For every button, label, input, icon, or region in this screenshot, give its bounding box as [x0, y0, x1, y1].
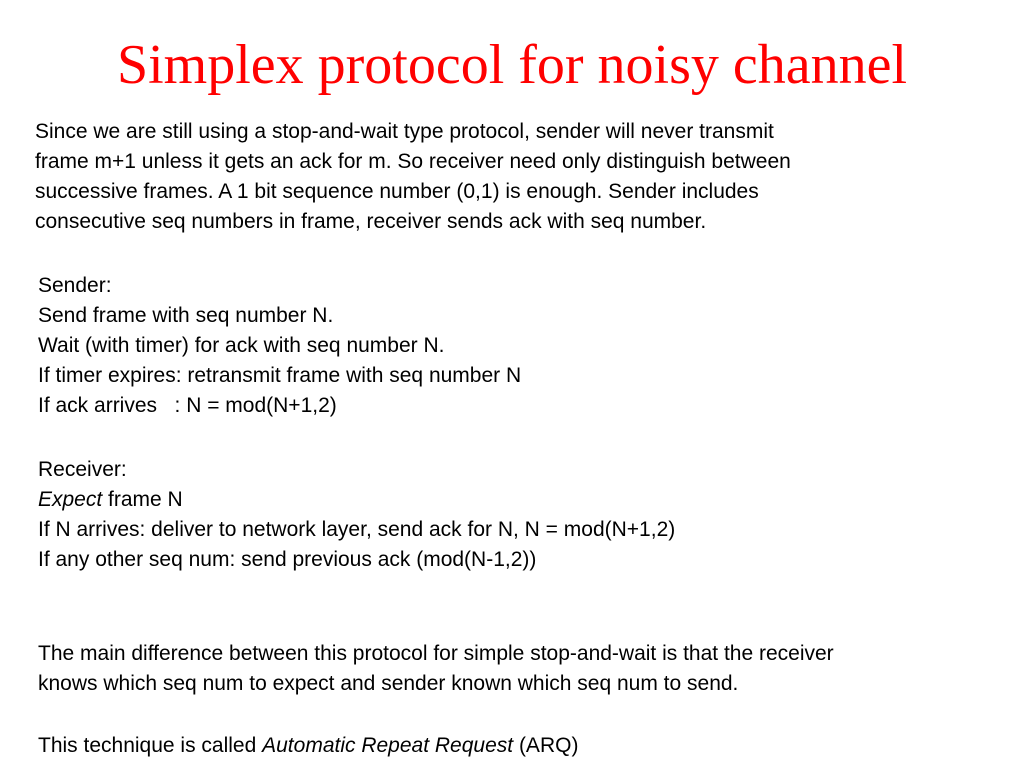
intro-line: frame m+1 unless it gets an ack for m. So receiver need only distinguish between — [35, 150, 791, 173]
receiver-section — [38, 455, 675, 575]
difference-line: knows which seq num to expect and sender known which seq num to send. — [38, 672, 739, 695]
expect-word: Expect — [38, 488, 103, 511]
intro-line: consecutive seq numbers in frame, receiver sends ack with seq number. — [35, 210, 707, 233]
sender-heading: Sender: — [38, 274, 112, 297]
intro-line: successive frames. A 1 bit sequence number (0,1) is enough. Sender includes — [35, 180, 759, 203]
difference-paragraph — [38, 639, 834, 699]
sender-step: Send frame with seq number N. — [38, 304, 334, 327]
intro-line: Since we are still using a stop-and-wait type protocol, sender will never transmit — [35, 120, 774, 143]
technique-line — [38, 731, 578, 761]
difference-line: The main difference between this protocol for simple stop-and-wait is that the receiver — [38, 642, 834, 665]
slide-title: Simplex protocol for noisy channel — [116, 34, 908, 96]
sender-step: If ack arrives : N = mod(N+1,2) — [38, 394, 337, 417]
sender-section — [38, 271, 521, 421]
receiver-step: If any other seq num: send previous ack (mod(N-1,2)) — [38, 548, 537, 571]
receiver-expect-line — [38, 485, 675, 515]
sender-step: If timer expires: retransmit frame with seq number N — [38, 364, 522, 387]
technique-suffix: (ARQ) — [513, 734, 579, 757]
intro-paragraph — [35, 117, 791, 237]
expect-rest: frame N — [102, 488, 183, 511]
technique-term: Automatic Repeat Request — [262, 734, 514, 757]
receiver-step: If N arrives: deliver to network layer, send ack for N, N = mod(N+1,2) — [38, 518, 676, 541]
sender-step: Wait (with timer) for ack with seq number N. — [38, 334, 445, 357]
receiver-heading: Receiver: — [38, 458, 127, 481]
technique-prefix: This technique is called — [38, 734, 263, 757]
